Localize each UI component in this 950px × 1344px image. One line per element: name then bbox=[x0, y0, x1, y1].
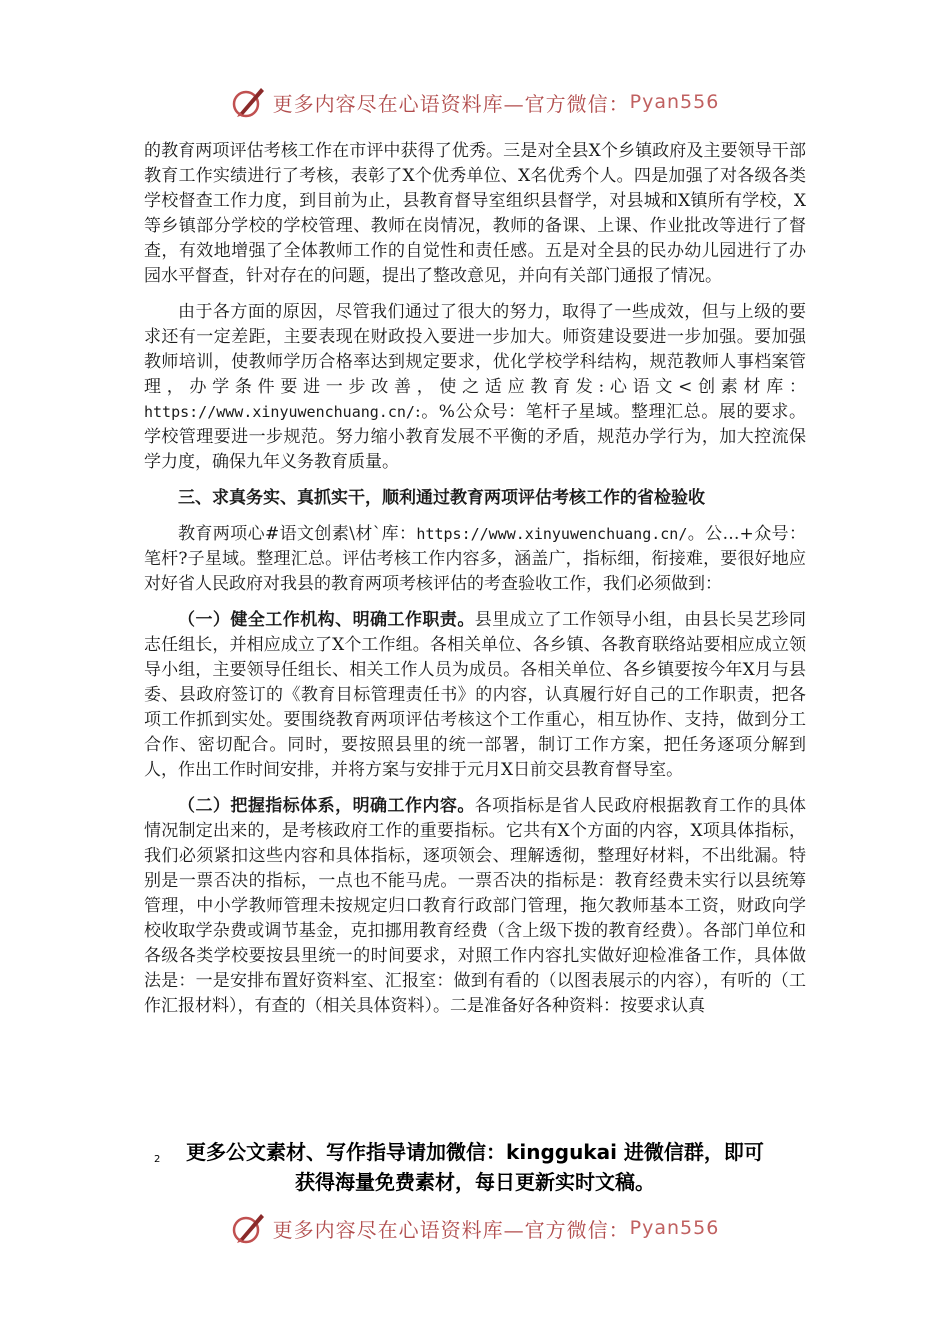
footer-banner-text: 更多内容尽在心语资料库—官方微信： bbox=[272, 1217, 630, 1242]
document-body bbox=[144, 139, 806, 1019]
paragraph-1: 的教育两项评估考核工作在市评中获得了优秀。三是对全县X个乡镇政府及主要领导干部教育工作实绩进行了考核，表彰了X个优秀单位、X名优秀个人。四是加强了对各级各类学校督查工作力度，到目前为止，县教育督导室组织县督学，对县城和X镇所有学校，X等乡镇部分学校的学校管理、教师在岗情况，教师的备课、上课、作业批改等进行了督查，有效地增强了全体教师工作的自觉性和责任感。五是对全县的民办幼儿园进行了办园水平督查，针对存在的问题，提出了整改意见，并向有关部门通报了情况。 bbox=[144, 141, 806, 286]
paragraph-4-text: 县里成立了工作领导小组，由县长吴艺珍同志任组长，并相应成立了X个工作组。各相关单位、各乡镇、各教育联络站要相应成立领导小组，主要领导任组长、相关工作人员为成员。各相关单位、各乡镇要按今年X月与县委、县政府签订的《教育目标管理责任书》的内容，认真履行好自己的工作职责，把各项工作抓到实处。要围绕教育两项评估考核这个工作重心，相互协作、支持，做到分工合作、密切配合。同时，要按照县里的统一部署，制订工作方案，把任务逐项分解到人，作出工作时间安排，并将方案与安排于元月X日前交县教育督导室。 bbox=[144, 610, 807, 780]
paragraph-4 bbox=[144, 608, 806, 783]
section-3-heading bbox=[144, 486, 806, 511]
promo-line-2: 获得海量免费素材，每日更新实时文稿。 bbox=[295, 1170, 655, 1194]
quill-pen-icon bbox=[231, 1210, 267, 1246]
header-wechat-id: Pyan556 bbox=[629, 91, 720, 113]
paragraph-2 bbox=[144, 300, 806, 475]
paragraph-3 bbox=[144, 522, 806, 597]
paragraph-5-text: 各项指标是省人民政府根据教育工作的具体情况制定出来的，是考核政府工作的重要指标。它共有X个方面的内容，X项具体指标，我们必须紧扣这些内容和具体指标，逐项领会、理解透彻，整理好材料，不出纰漏。特别是一票否决的指标，一点也不能马虎。一票否决的指标是：教育经费未实行以县统筹管理，中小学教师管理未按规定归口教育行政部门管理，拖欠教师基本工资，财政向学校收取学杂费或调节基金，克扣挪用教育经费（含上级下拨的教育经费）。各部门单位和各级各类学校要按县里统一的时间要求，对照工作内容扎实做好迎检准备工作，具体做法是：一是安排布置好资料室、汇报室：做到有看的（以图表展示的内容），有听的（工作汇报材料），有查的（相关具体资料）。二是准备好各种资料：按要求认真 bbox=[144, 796, 807, 1016]
paragraph-5-title: （二）把握指标体系，明确工作内容。 bbox=[178, 796, 475, 816]
paragraph-2-url: https://www.xinyuwenchuang.cn/ bbox=[144, 403, 415, 421]
paragraph-5 bbox=[144, 794, 806, 1019]
paragraph-3-part-b: 。公…+众号：笔杆?子星域。整理汇总。评估考核工作内容多，涵盖广，指标细，衔接难，要很好地应对好省人民政府对我县的教育两项考核评估的考查验收工作，我们必须做到： bbox=[144, 524, 806, 594]
promo-line-1: 更多公文素材、写作指导请加微信：kinggukai 进微信群，即可 bbox=[186, 1140, 764, 1164]
header-banner-text: 更多内容尽在心语资料库—官方微信： bbox=[272, 91, 630, 116]
promo-notice bbox=[144, 1137, 806, 1197]
paragraph-3-part-a: 教育两项心#语文创素\材`库： bbox=[178, 524, 417, 544]
page-number: 2 bbox=[154, 1154, 161, 1165]
paragraph-4-title: （一）健全工作机构、明确工作职责。 bbox=[178, 610, 475, 630]
footer-wechat-id: Pyan556 bbox=[629, 1217, 720, 1239]
footer-banner bbox=[0, 1208, 950, 1248]
section-3-heading-text: 三、求真务实、真抓实干，顺利通过教育两项评估考核工作的省检验收 bbox=[178, 488, 705, 508]
paragraph-3-url: https://www.xinyuwenchuang.cn/ bbox=[416, 525, 688, 543]
paragraph-2-part-b: :。%公众号：笔杆子星域。整理汇总。展的要求。学校管理要进一步规范。努力缩小教育发展不平衡的矛盾，规范办学行为，加大控流保学力度，确保九年义务教育质量。 bbox=[144, 402, 806, 472]
paragraph-2-part-a: 由于各方面的原因，尽管我们通过了很大的努力，取得了一些成效，但与上级的要求还有一定差距，主要表现在财政投入要进一步加大。师资建设要进一步加强。要加强教师培训，使教师学历合格率达到规定要求，优化学校学科结构，规范教师人事档案管理，办学条件要进一步改善，使之适应教育发:心语文<创素材库： bbox=[144, 302, 806, 397]
quill-pen-icon bbox=[231, 84, 267, 120]
header-banner bbox=[0, 82, 950, 122]
